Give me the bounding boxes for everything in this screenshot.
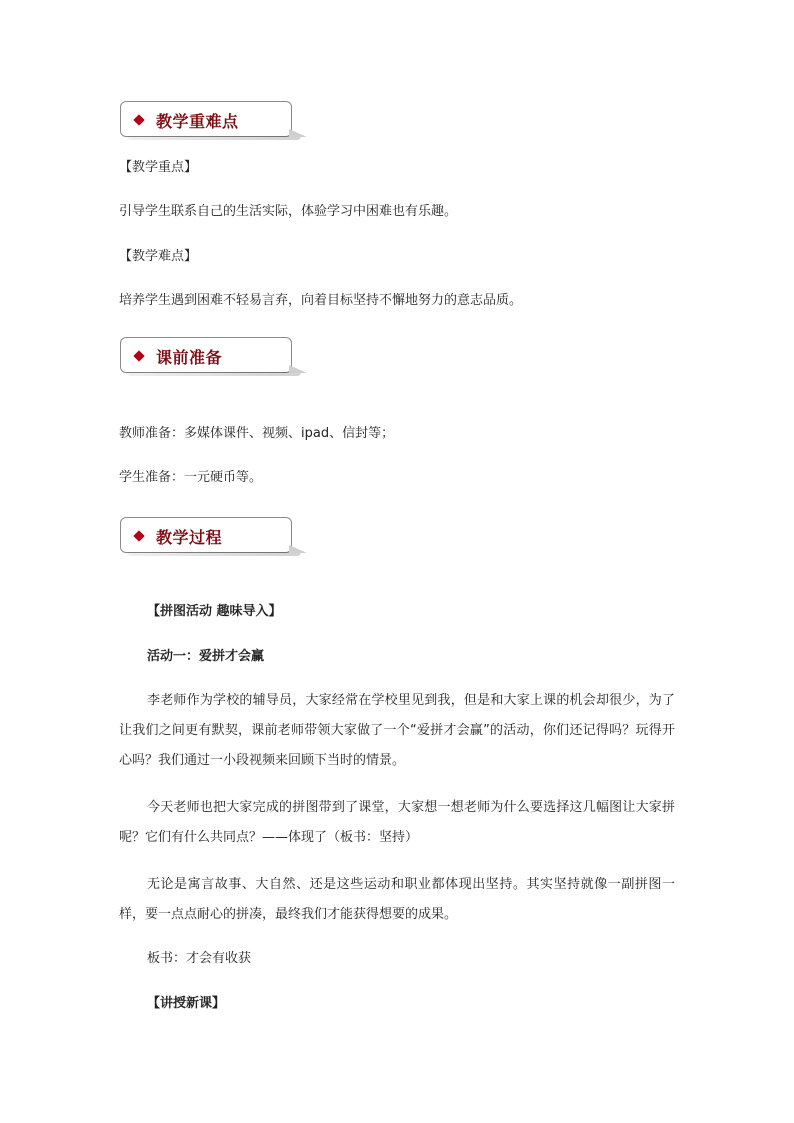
section-title: 教学重难点 [156, 112, 239, 131]
paragraph-persistence: 无论是寓言故事、大自然、还是这些运动和职业都体现出坚持。其实坚持就像一副拼图一样，要一点点耐心的拼凑，最终我们才能获得想要的成果。 [119, 877, 675, 922]
paragraph-intro: 李老师作为学校的辅导员，大家经常在学校里见到我，但是和大家上课的机会却很少，为了让我们之间更有默契，课前老师带领大家做了一个“爱拼才会赢”的活动，你们还记得吗？玩得开心吗？我们通过一小段视频来回顾下当时的情景。 [119, 693, 675, 768]
intro-heading: 【拼图活动 趣味导入】 [147, 604, 282, 619]
diamond-bullet-icon [133, 114, 144, 125]
focus-label: 【教学重点】 [119, 160, 198, 175]
student-preparation: 学生准备：一元硬币等。 [119, 470, 263, 485]
new-lesson-heading: 【讲授新课】 [147, 996, 226, 1011]
header-tail [289, 545, 307, 553]
header-shadow [127, 552, 301, 556]
diamond-bullet-icon [133, 350, 144, 361]
diamond-bullet-icon [133, 530, 144, 541]
paragraph-puzzle: 今天老师也把大家完成的拼图带到了课堂，大家想一想老师为什么要选择这几幅图让大家拼呢？它们有什么共同点？——体现了（板书：坚持） [119, 800, 675, 845]
header-shadow [127, 136, 301, 140]
header-tail [289, 129, 307, 137]
section-header-preparation [120, 337, 292, 373]
section-title: 教学过程 [156, 528, 223, 547]
difficulty-text: 培养学生遇到困难不轻易言弃，向着目标坚持不懈地努力的意志品质。 [119, 293, 523, 308]
activity-one-heading: 活动一：爱拼才会赢 [147, 649, 265, 664]
difficulty-label: 【教学难点】 [119, 249, 198, 264]
board-writing: 板书：才会有收获 [147, 951, 252, 966]
focus-text: 引导学生联系自己的生活实际，体验学习中困难也有乐趣。 [119, 204, 458, 219]
header-shadow [127, 372, 301, 376]
section-header-process [120, 517, 292, 553]
teacher-preparation: 教师准备：多媒体课件、视频、ipad、信封等； [119, 426, 395, 441]
section-header-key-points [120, 101, 292, 137]
header-tail [289, 365, 307, 373]
section-title: 课前准备 [156, 348, 223, 367]
